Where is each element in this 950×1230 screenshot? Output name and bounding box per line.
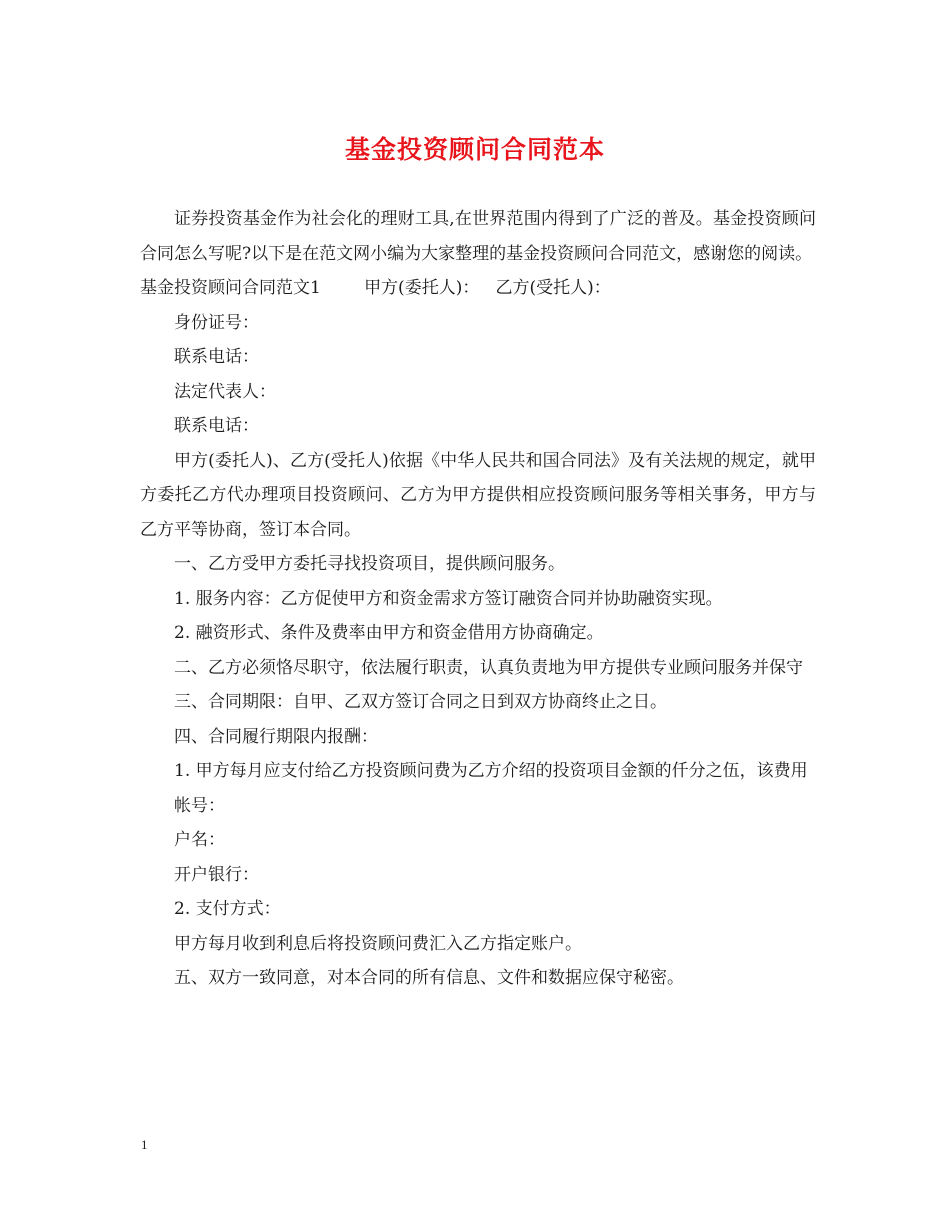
clause-3: 三、合同期限：自甲、乙双方签订合同之日到双方协商终止之日。 <box>174 692 667 712</box>
phone-field-1: 联系电话： <box>174 347 259 367</box>
payment-method-text: 甲方每月收到利息后将投资顾问费汇入乙方指定账户。 <box>174 933 582 954</box>
clause-1-item-2: 2. 融资形式、条件及费率由甲方和资金借用方协商确定。 <box>174 623 604 643</box>
clause-4-item-1: 1. 甲方每月应支付给乙方投资顾问费为乙方介绍的投资项目金额的仟分之伍，该费用 <box>174 761 808 781</box>
document-title: 基金投资顾问合同范本 <box>344 135 605 164</box>
party-a-label: 甲方(委托人)： <box>364 278 480 298</box>
party-b-label: 乙方(受托人)： <box>495 278 611 298</box>
clause-4-item-2: 2. 支付方式： <box>174 899 281 919</box>
page-number: 1 <box>141 1137 148 1152</box>
account-number-field: 帐号： <box>174 795 225 816</box>
clause-1: 一、乙方受甲方委托寻找投资项目，提供顾问服务。 <box>174 554 565 574</box>
intro-paragraph: 证券投资基金作为社会化的理财工具,在世界范围内得到了广泛的普及。基金投资顾问合同怎么写呢?以下是在范文网小编为大家整理的基金投资顾问合同范文，感谢您的阅读。 <box>140 209 816 264</box>
account-name-field: 户名： <box>174 830 225 850</box>
clause-4: 四、合同履行期限内报酬： <box>174 726 378 747</box>
document-body <box>140 202 816 996</box>
bank-field: 开户银行： <box>174 864 259 885</box>
clause-5: 五、双方一致同意，对本合同的所有信息、文件和数据应保守秘密。 <box>174 968 684 988</box>
legal-representative-field: 法定代表人： <box>174 381 276 402</box>
sample-heading-line <box>140 271 816 306</box>
clause-2: 二、乙方必须恪尽职守，依法履行职责，认真负责地为甲方提供专业顾问服务并保守 <box>174 657 803 678</box>
clause-1-item-1: 1. 服务内容：乙方促使甲方和资金需求方签订融资合同并协助融资实现。 <box>174 588 723 609</box>
id-number-field: 身份证号： <box>174 312 259 333</box>
preamble-paragraph: 甲方(委托人)、乙方(受托人)依据《中华人民共和国合同法》及有关法规的规定，就甲方委托乙方代办理项目投资顾问、乙方为甲方提供相应投资顾问服务等相关事务，甲方与乙方平等协商，签订本合同。 <box>140 450 816 540</box>
sample-heading: 基金投资顾问合同范文1 <box>140 278 321 298</box>
phone-field-2: 联系电话： <box>174 416 259 436</box>
